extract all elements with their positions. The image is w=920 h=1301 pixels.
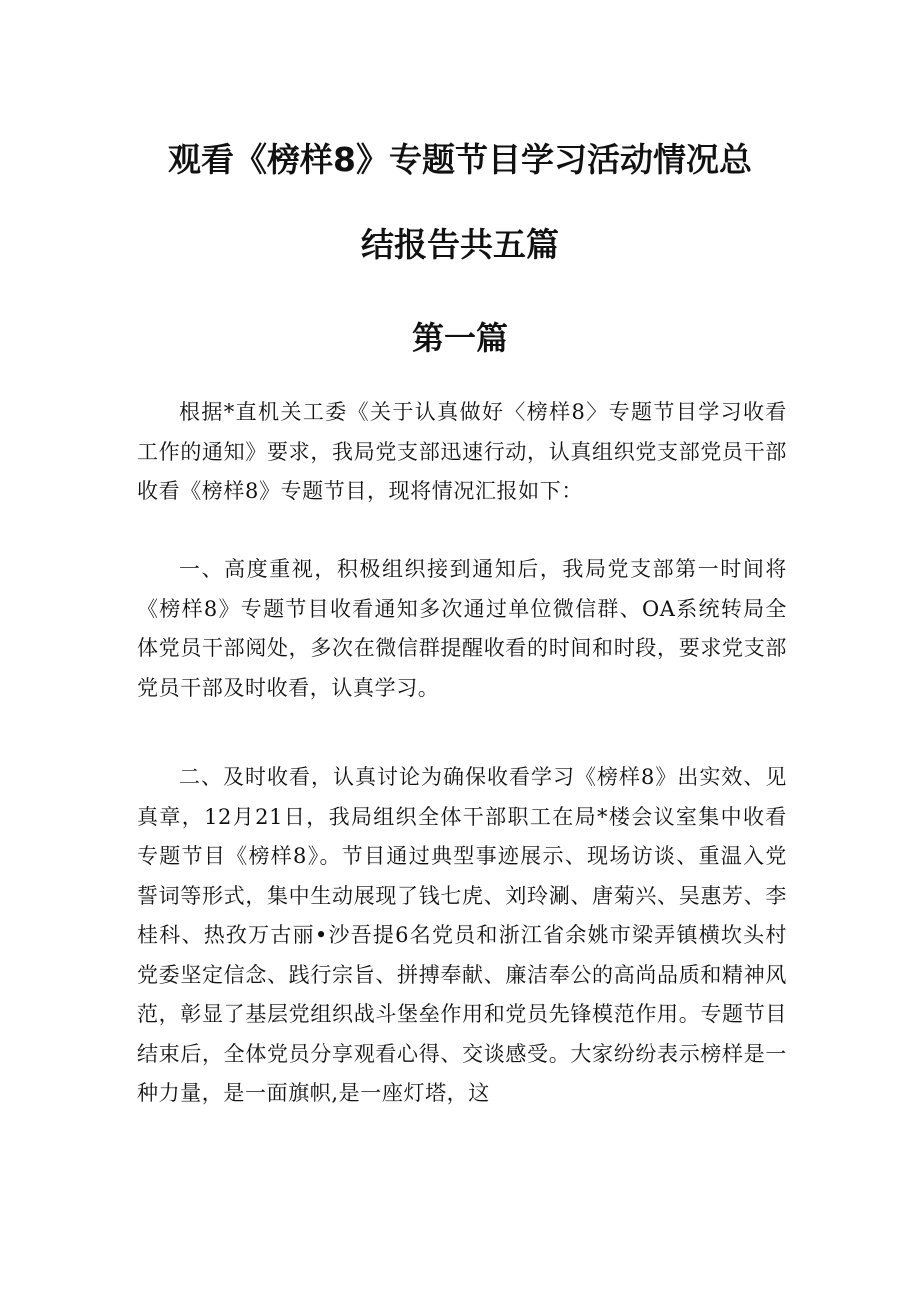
document-title-line-2: 结报告共五篇 [361, 225, 559, 264]
paragraph-intro: 根据*直机关工委《关于认真做好〈榜样8〉专题节目学习收看工作的通知》要求，我局党支部迅速行动，认真组织党支部党员干部收看《榜样8》专题节目，现将情况汇报如下： [137, 400, 787, 503]
paragraph-point-two: 二、及时收看，认真讨论为确保收看学习《榜样8》出实效、见真章，12月21日，我局组织全体干部职工在局*楼会议室集中收看专题节目《榜样8》。节目通过典型事迹展示、现场访谈、重温入党誓词等形式，集中生动展现了钱七虎、刘玲涮、唐菊兴、吴惠芳、李桂科、热孜万古丽•沙吾提6名党员和浙江省余姚市梁弄镇横坎头村党委坚定信念、践行宗旨、拼搏奉献、廉洁奉公的高尚品质和精神风范，彰显了基层党组织战斗堡垒作用和党员先锋模范作用。专题节目结束后，全体党员分享观看心得、交谈感受。大家纷纷表示榜样是一种力量，是一面旗帜,是一座灯塔，这 [137, 765, 787, 1105]
paragraph-point-one: 一、高度重视，积极组织接到通知后，我局党支部第一时间将《榜样8》专题节目收看通知多次通过单位微信群、OA系统转局全体党员干部阅处，多次在微信群提醒收看的时间和时段，要求党支部党员干部及时收看，认真学习。 [137, 557, 787, 700]
document-title-line-1: 观看《榜样8》专题节目学习活动情况总 [168, 140, 752, 179]
section-heading: 第一篇 [411, 319, 508, 357]
